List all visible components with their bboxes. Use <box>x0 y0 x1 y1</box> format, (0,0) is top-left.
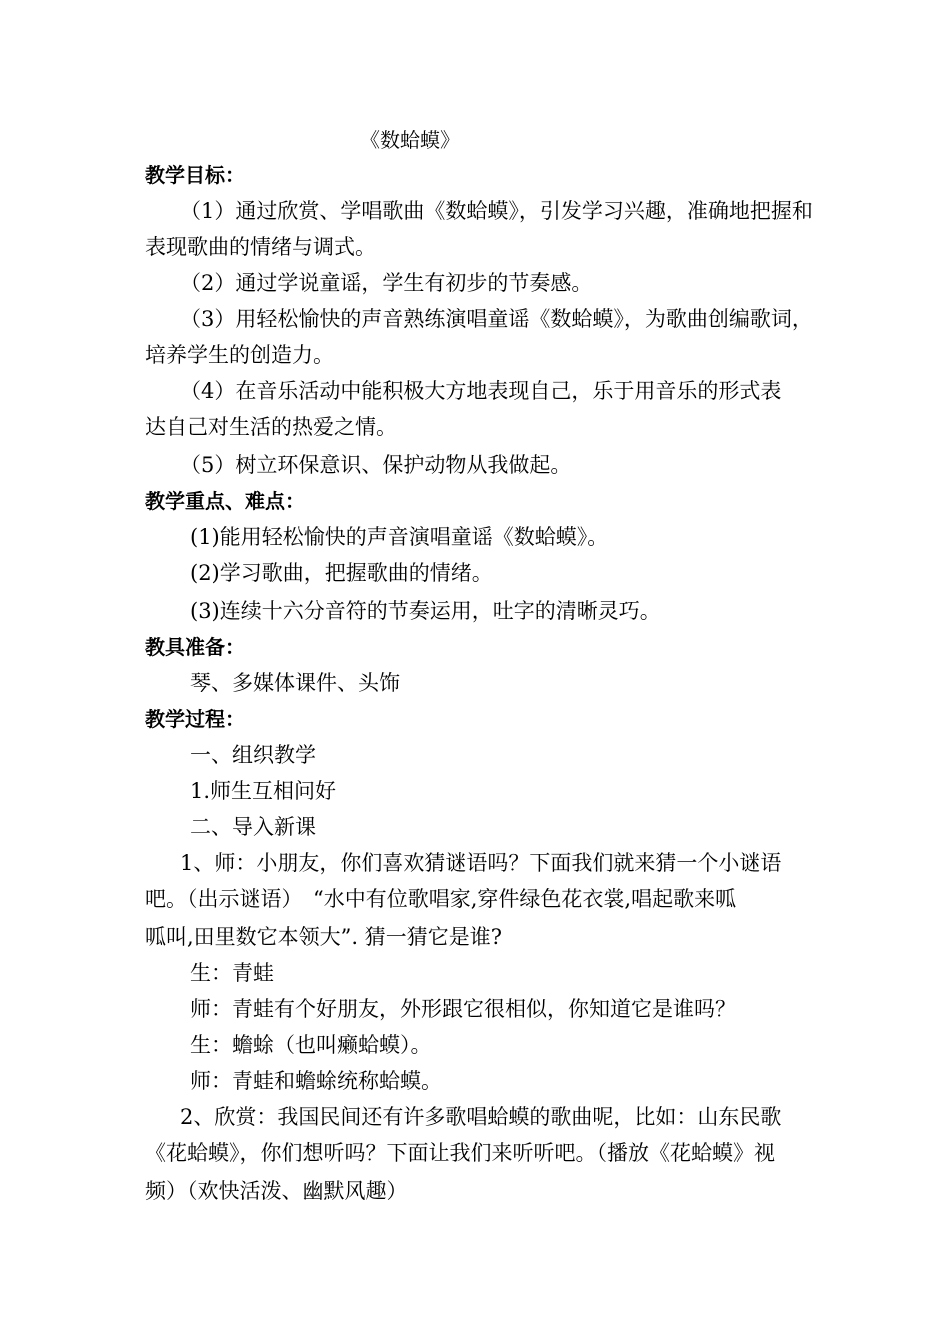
process-heading: 教学过程： <box>145 707 245 731</box>
dialogue-teacher-1: 师：青蛙有个好朋友，外形跟它很相似，你知道它是谁吗？ <box>190 997 736 1021</box>
riddle-line-3: 呱叫,田里数它本领大”. 猜一猜它是谁? <box>145 925 503 949</box>
appreciation-line-2: 《花蛤蟆》，你们想听吗？下面让我们来听听吧。（播放《花蛤蟆》视 <box>145 1141 775 1165</box>
key-point-3: (3)连续十六分音符的节奏运用，吐字的清晰灵巧。 <box>190 599 661 623</box>
objective-4-line-1: （4）在音乐活动中能积极大方地表现自己，乐于用音乐的形式表 <box>180 379 782 403</box>
objective-5: （5）树立环保意识、保护动物从我做起。 <box>180 453 572 477</box>
key-points-heading: 教学重点、难点： <box>145 489 305 513</box>
objectives-heading: 教学目标： <box>145 163 245 187</box>
process-step-1: 一、组织教学 <box>190 743 316 767</box>
objective-3-line-1: （3）用轻松愉快的声音熟练演唱童谣《数蛤蟆》，为歌曲创编歌词， <box>180 307 813 331</box>
document-title: 《数蛤蟆》 <box>360 128 460 152</box>
key-point-1: (1)能用轻松愉快的声音演唱童谣《数蛤蟆》。 <box>190 525 609 549</box>
objective-2: （2）通过学说童谣，学生有初步的节奏感。 <box>180 271 593 295</box>
dialogue-teacher-2: 师：青蛙和蟾蜍统称蛤蟆。 <box>190 1069 442 1093</box>
objective-3-line-2: 培养学生的创造力。 <box>145 343 334 367</box>
process-step-2: 二、导入新课 <box>190 815 316 839</box>
objective-4-line-2: 达自己对生活的热爱之情。 <box>145 415 397 439</box>
dialogue-student-2: 生：蟾蜍（也叫癞蛤蟆）。 <box>190 1033 432 1057</box>
dialogue-student-1: 生：青蛙 <box>190 961 274 985</box>
key-point-2: (2)学习歌曲，把握歌曲的情绪。 <box>190 561 493 585</box>
materials-heading: 教具准备： <box>145 635 245 659</box>
objective-1-line-1: （1）通过欣赏、学唱歌曲《数蛤蟆》，引发学习兴趣，准确地把握和 <box>180 199 813 223</box>
objective-1-line-2: 表现歌曲的情绪与调式。 <box>145 235 376 259</box>
materials-list: 琴、多媒体课件、头饰 <box>190 671 400 695</box>
process-step-1-1: 1.师生互相问好 <box>190 779 337 803</box>
appreciation-line-1: 2、欣赏：我国民间还有许多歌唱蛤蟆的歌曲呢，比如：山东民歌 <box>180 1105 782 1129</box>
appreciation-line-3: 频）（欢快活泼、幽默风趣） <box>145 1179 408 1203</box>
riddle-line-2: 吧。（出示谜语） “水中有位歌唱家,穿件绿色花衣裳,唱起歌来呱 <box>145 887 737 911</box>
riddle-line-1: 1、师：小朋友，你们喜欢猜谜语吗？下面我们就来猜一个小谜语 <box>180 851 782 875</box>
